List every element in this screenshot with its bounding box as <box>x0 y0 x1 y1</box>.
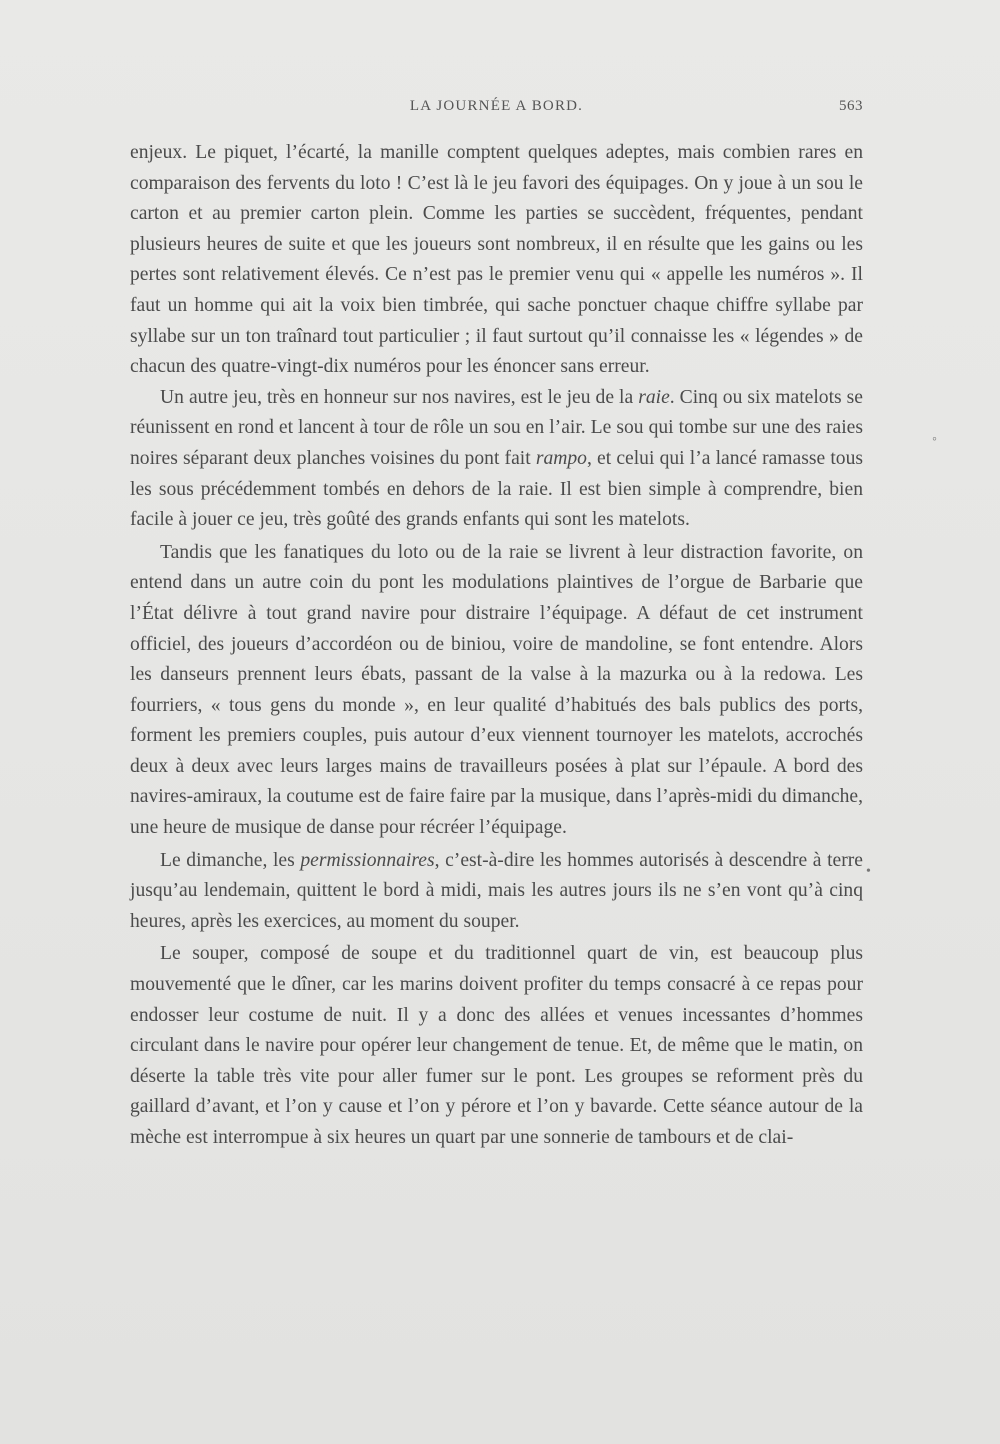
paragraph <box>130 939 863 1153</box>
text-run: Tandis que les fanatiques du loto ou de la raie se livrent à leur distraction favorite, on entend dans un autre coin du pont les modulations plaintives de l’orgue de Barbarie que l’État délivre à tout grand navire pour distraire l’équipage. A défaut de cet instrument officiel, des joueurs d’accordéon ou de biniou, voire de mandoline, se font entendre. Alors les danseurs prennent leurs ébats, passant de la valse à la mazurka ou à la redowa. Les fourriers, « tous gens du monde », en leur qualité d’habitués des bals publics des ports, forment les premiers couples, puis autour d’eux viennent tournoyer les matelots, accrochés deux à deux avec leurs larges mains de travailleurs posées à plat sur l’épaule. A bord des navires-amiraux, la coutume est de faire faire par la musique, dans l’après-midi du dimanche, une heure de musique de danse pour récréer l’équipage. <box>130 541 863 839</box>
text-run: Le dimanche, les <box>160 849 301 871</box>
page-number: 563 <box>839 98 863 114</box>
paragraph <box>130 383 863 536</box>
running-head <box>130 98 863 122</box>
text-run: Un autre jeu, très en honneur sur nos navires, est le jeu de la <box>160 386 639 408</box>
italic-term: rampo <box>535 447 587 469</box>
text-run: . Cinq ou six matelots se réunissent en rond et lancent à tour de rôle un sou en l’air. Le sou qui tombe sur une des raies noires séparant deux planches voisines du pont fait <box>130 386 863 469</box>
running-title: LA JOURNÉE A BORD. <box>409 98 584 114</box>
paragraph <box>130 538 863 844</box>
text-run: , et celui qui l’a lancé ramasse tous les sous précédemment tombés en dehors de la raie. Il est bien simple à comprendre, bien facile à jouer ce jeu, très goûté des grands enfants qui sont les matelots. <box>130 447 863 531</box>
speck-mark: • <box>866 864 871 879</box>
paragraph <box>130 846 863 938</box>
body-text <box>130 138 863 1154</box>
text-run: Le souper, composé de soupe et du traditionnel quart de vin, est beaucoup plus mouvementé que le dîner, car les marins doivent profiter du temps consacré à ce repas pour endosser leur costume de nuit. Il y a donc des allées et venues incessantes d’hommes circulant dans le navire pour opérer leur changement de tenue. Et, de même que le matin, on déserte la table très vite pour aller fumer sur le pont. Les groupes se reforment près du gaillard d’avant, et l’on y cause et l’on y pérore et l’on y bavarde. Cette séance autour de la mèche est interrompue à six heures un quart par une sonnerie de tambours et de clai- <box>130 943 863 1148</box>
italic-term: raie <box>638 386 670 408</box>
italic-term: permissionnaires <box>300 849 435 871</box>
speck-mark: ◦ <box>932 432 937 447</box>
text-run: enjeux. Le piquet, l’écarté, la manille comptent quelques adeptes, mais combien rares en comparaison des fervents du loto ! C’est là le jeu favori des équipages. On y joue à un sou le carton et au premier carton plein. Comme les parties se succèdent, fréquentes, pendant plusieurs heures de suite et que les joueurs sont nombreux, il en résulte que les gains ou les pertes sont relativement élevés. Ce n’est pas le premier venu qui « appelle les numéros ». Il faut un homme qui ait la voix bien timbrée, qui sache ponctuer chaque chiffre syllabe par syllabe sur un ton traînard tout particulier ; il faut surtout qu’il connaisse les « légendes » de chacun des quatre-vingt-dix numéros pour les énoncer sans erreur. <box>130 142 863 378</box>
paragraph <box>130 138 863 383</box>
text-run: , c’est-à-dire les hommes autorisés à descendre à terre jusqu’au lendemain, quittent le bord à midi, mais les autres jours ils ne s’en vont qu’à cinq heures, après les exercices, au moment du souper. <box>130 849 863 932</box>
